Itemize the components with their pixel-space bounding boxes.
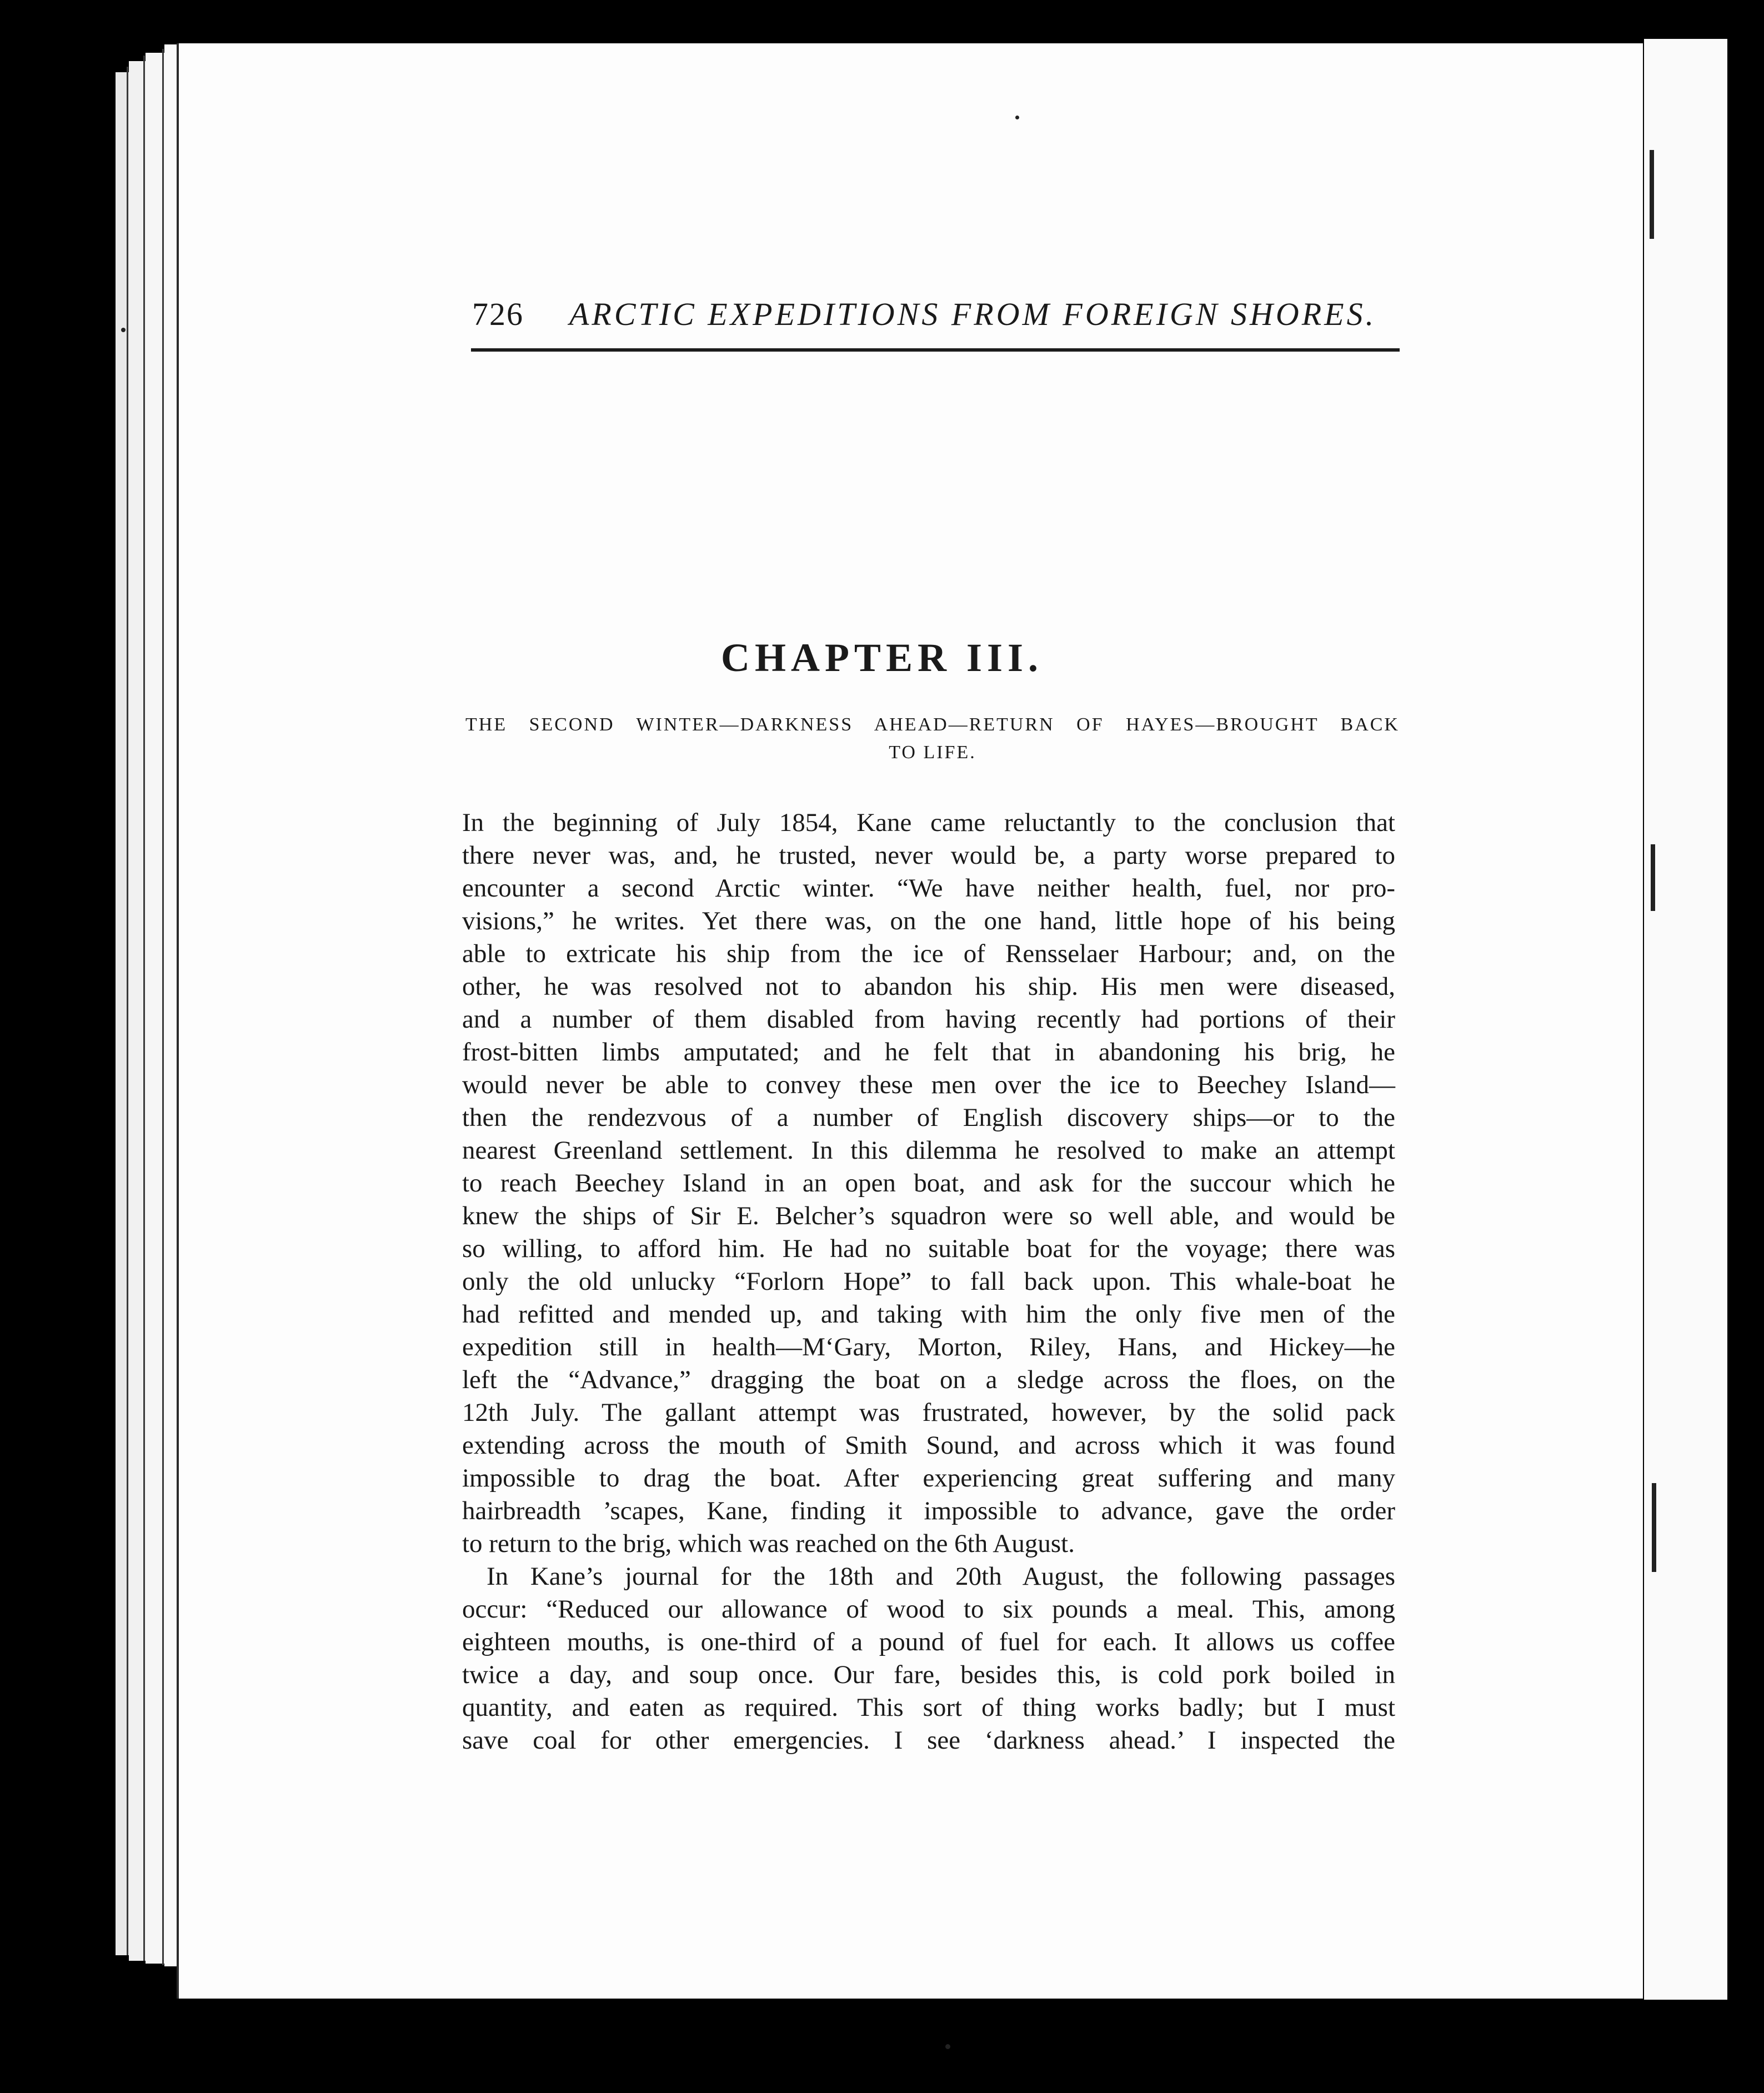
text-line: extending across the mouth of Smith Sound, and across which it was found: [462, 1431, 1395, 1460]
body-text: [462, 807, 1395, 1757]
header-rule: [471, 348, 1400, 352]
text-line: there never was, and, he trusted, never would be, a party worse prepared to: [462, 841, 1395, 870]
text-line: would never be able to convey these men over the ice to Beechey Island—: [462, 1070, 1395, 1099]
ink-mark: [1652, 1483, 1656, 1572]
text-line: then the rendezvous of a number of English discovery ships—or to the: [462, 1103, 1395, 1132]
text-line: visions,” he writes. Yet there was, on the one hand, little hope of his being: [462, 907, 1395, 935]
text-line: In Kane’s journal for the 18th and 20th August, the following passages: [487, 1562, 1395, 1591]
speck: [121, 328, 126, 332]
running-title: ARCTIC EXPEDITIONS FROM FOREIGN SHORES.: [569, 296, 1377, 332]
speck: [1015, 116, 1019, 119]
chapter-subtitle: [465, 714, 1400, 763]
text-line: and a number of them disabled from having recently had portions of their: [462, 1005, 1395, 1034]
text-line: impossible to drag the boat. After experiencing great suffering and many: [462, 1464, 1395, 1493]
text-line: had refitted and mended up, and taking with him the only five men of the: [462, 1300, 1395, 1329]
text-line: eighteen mouths, is one-third of a pound of fuel for each. It allows us coffee: [462, 1628, 1395, 1656]
text-line: only the old unlucky “Forlorn Hope” to fall back upon. This whale-boat he: [462, 1267, 1395, 1296]
chapter-title: CHAPTER III.: [720, 635, 1044, 680]
text-line: frost-bitten limbs amputated; and he felt that in abandoning his brig, he: [462, 1038, 1395, 1066]
text-line: encounter a second Arctic winter. “We have neither health, fuel, nor pro-: [462, 874, 1395, 903]
text-line: other, he was resolved not to abandon his ship. His men were diseased,: [462, 972, 1395, 1001]
facing-page-edge: [1644, 39, 1727, 2000]
chapter-subtitle-line: THE SECOND WINTER—DARKNESS AHEAD—RETURN OF HAYES—BROUGHT BACK: [465, 714, 1400, 735]
text-line: to return to the brig, which was reached on the 6th August.: [462, 1529, 1075, 1558]
text-line: to reach Beechey Island in an open boat, and ask for the succour which he: [462, 1169, 1395, 1198]
ink-mark: [1650, 150, 1654, 239]
text-line: left the “Advance,” dragging the boat on a sledge across the floes, on the: [462, 1365, 1395, 1394]
text-line: 12th July. The gallant attempt was frustrated, however, by the solid pack: [462, 1398, 1395, 1427]
speck: [945, 2044, 950, 2049]
ink-mark: [1651, 844, 1655, 911]
text-line: twice a day, and soup once. Our fare, besides this, is cold pork boiled in: [462, 1660, 1395, 1689]
page-edge-line: [143, 56, 145, 1961]
text-line: occur: “Reduced our allowance of wood to six pounds a meal. This, among: [462, 1595, 1395, 1624]
text-line: hairbreadth ’scapes, Kane, finding it impossible to advance, gave the order: [462, 1496, 1395, 1525]
text-line: quantity, and eaten as required. This sort of thing works badly; but I must: [462, 1693, 1395, 1722]
text-line: knew the ships of Sir E. Belcher’s squadron were so well able, and would be: [462, 1201, 1395, 1230]
text-line: able to extricate his ship from the ice of Rensselaer Harbour; and, on the: [462, 939, 1395, 968]
running-header: [472, 296, 1400, 340]
chapter-subtitle-line: TO LIFE.: [889, 742, 976, 763]
text-line: nearest Greenland settlement. In this dilemma he resolved to make an attempt: [462, 1136, 1395, 1165]
text-line: save coal for other emergencies. I see ‘darkness ahead.’ I inspected the: [462, 1726, 1395, 1755]
text-line: so willing, to afford him. He had no suitable boat for the voyage; there was: [462, 1234, 1395, 1263]
page-number: 726: [472, 296, 524, 332]
page-edge-line: [127, 67, 128, 1955]
text-line: In the beginning of July 1854, Kane came reluctantly to the conclusion that: [462, 808, 1395, 837]
text-line: expedition still in health—M‘Gary, Morton, Riley, Hans, and Hickey—he: [462, 1333, 1395, 1361]
page-edge-line: [162, 49, 164, 1965]
